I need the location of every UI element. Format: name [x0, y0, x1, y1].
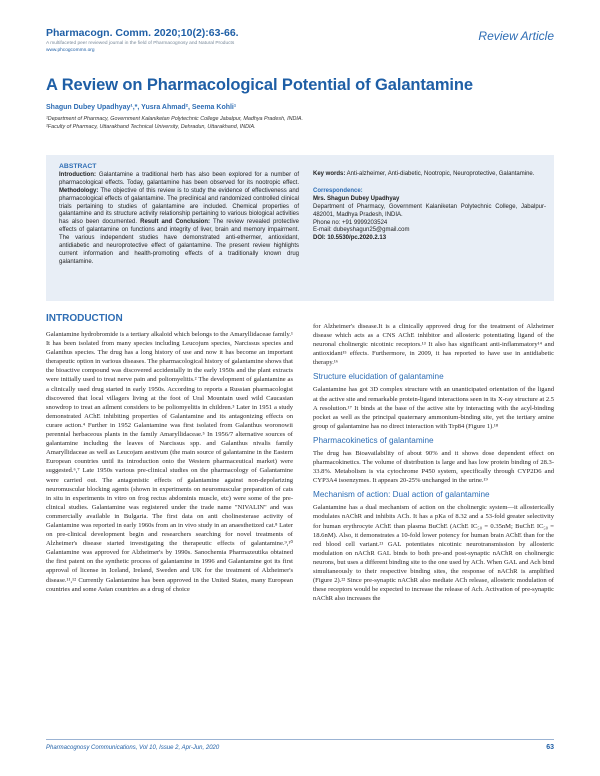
abstract-heading: ABSTRACT	[59, 163, 97, 170]
abstract-left-column	[59, 163, 299, 267]
author-list: Shagun Dubey Upadhyay¹,*, Yusra Ahmad², Seema Kohli¹	[46, 104, 237, 111]
correspondence-address: Department of Pharmacy, Government Kalaniketan Polytechnic College, Jabalpur-482001, Madhya Pradesh, INDIA.	[313, 203, 546, 218]
journal-tagline: A multifaceted peer reviewed journal in the field of Pharmacognosy and Natural Products	[46, 41, 235, 46]
intro-continued-paragraph: for Alzheimer's disease.It is a clinically approved drug for the treatment of Alzheimer disease which acts as a CNS AChE inhibitor and allosteric potentiating ligand of the neuronal cholinergic nicotinic receptors.¹³ It also has significant anti-inflammatory¹⁴ and antioxidant¹⁵ effects. Furthermore, in 2009, it has reported to have use in antidiabetic therapy.¹⁶	[313, 323, 554, 367]
article-type: Review Article	[478, 29, 554, 43]
correspondence-email[interactable]: E-mail: dubeyshagun25@gmail.com	[313, 227, 410, 234]
article-title: A Review on Pharmacological Potential of Galantamine	[46, 76, 473, 94]
footer-citation: Pharmacognosy Communications, Vol 10, Issue 2, Apr-Jun, 2020	[46, 745, 220, 751]
result-label: Result and Conclusion:	[140, 219, 210, 226]
article-doi[interactable]: DOI: 10.5530/pc.2020.2.13	[313, 235, 387, 242]
mechanism-paragraph: Galantamine has a dual mechanism of action on the cholinergic system—it allosterically modulates nAChR and inhibits ACh. It has a pKa of 8.32 and a 53-fold greater selectivity for human erythrocyte AChE than plasma BuChE (AChE IC₅₀ = 0.35nM; BuChE IC₅₀ = 18.6nM). Also, it demonstrates a 10-fold lower potency for human brain AChE than for the red blood cell variant.²¹ GAL potentiates nicotinic neurotransmission by allosteric modulation on nAChR GAL binds to both pre-and post-synaptic nAChR on cholinergic neurons, but uses a different binding site to the one used by ACh. When GAL and Ach bind simultaneously to their respective binding sites, the response of nAChR is amplified (Figure 2).²² Since pre-synaptic nAChR also mediate ACh release, allosteric modulation of these receptors would be expected to increase the release of Ach. Activation of pre-synaptic nAChR also increases the	[313, 504, 554, 603]
structure-paragraph: Galantamine has got 3D complex structure with an unanticipated orientation of the ligand at the active site and remarkable protein-ligand interactions seen in its X-ray structure at 2.5 A resolution.¹⁷ It binds at the base of the active site by interacting with the acyl-binding pocket as well as the principal quaternary ammonium-binding site, yet the tertiary amine group of galantamine has no direct interaction with Trp84 (Figure 1).¹⁸	[313, 386, 554, 430]
right-column	[313, 322, 554, 603]
intro-text: Galantamine a traditional herb has also been explored for a number of pharmacological effects. Today, galantamine has been observed for its nootropic effect.	[59, 171, 299, 186]
mechanism-heading: Mechanism of action: Dual action of galantamine	[313, 490, 490, 500]
affiliation-2: ²Faculty of Pharmacy, Uttarakhand Technical University, Dehradun, Uttarakhand, INDIA.	[46, 124, 256, 130]
keywords-label: Key words:	[313, 171, 346, 177]
introduction-paragraph: Galantamine hydrobromide is a tertiary alkaloid which belongs to the Amaryllidaceae family.¹ It has been isolated from many species including Leucojum species, Narcissus species and Galanthus species. The drug has a long history of use and now it has become an important therapeutic option in various diseases. The pharmacological history of galantamine shows that the bioactive compound was discovered accidentally in the early 1950s and the plant extracts were initially used to treat nerve pain and poliomyelitis.² The development of galantamine as a clinically used drug started in early 1950s. According to reports a Russian pharmacologist discovered that local villagers living at the foot of Ural Mountain used wild Caucasian snowdrop to treat an ailment considers to be poliomyelitis in children.³ Later in 1951 a study demonstrated AChE inhibiting properties of Galantamine and its antagonizing effects on curare action.⁴ Further in 1952 Galantamine was first isolated from Galanthus woronowii perennial herbaceous plants in the family Amaryllidaceae.⁵ In 1956/7 alternative sources of galantamine including the leaves of Narcissus spp. and Galanthus nivalis family Amaryllidaceae as well as Leucojam aestivum (the main source of galantamine in the Eastern European countries until its introduction onto the Western pharmaceutical market) were suggested.⁶,⁷ Late 1950s various pre-clinical studies on the pharmacology of Galantamine were carried out. The antagonistic effects of galantamine against non-depolarizing neuromuscular blocking agents (shown in experiments on neuromuscular preparation of cats in situ in experiments in vitro on frog rectus abdominis muscle, etc) were some of the pre-clinical studies. Galantamine was registered under the trade name "NIVALIN" and was commercially available in Bulgaria. The first data on anti cholinesterase activity of Galantamine was reported in early 1960s from an in vivo study in an anaesthetized cat.⁸ Later on pre-clinical development begin and researchers searching for novel treatments of Alzheimer's disease started investigating the therapeutic effects of galantamine.⁹,¹⁰ Galantamine was approved for Alzheimer's by 1990s. Sanochemia Pharmazeutika obtained the first patent on the synthetic process of galantamine in 1996 and Galantamine got its first approval of license in Iceland, Ireland, Sweden and UK for the treatment of Alzheimer's disease.¹¹,¹² Currently Galantamine has been approved in the United States, many European countries and some Asian countries as a drug of choice	[46, 331, 293, 593]
pharmacokinetics-paragraph: The drug has Bioavailability of about 90% and it shows dose dependent effect on pharmacokinetics. The volume of distribution is large and has low protein binding of 28.3-33.8%. Metabolism is via cytochrome P450 system, specifically through CYP2D6 and CYP3A4 isoenzymes. It appears 20-25% unchanged in the urine.¹⁹	[313, 449, 554, 485]
page-number: 63	[546, 744, 554, 751]
correspondence-name: Mrs. Shagun Dubey Upadhyay	[313, 195, 400, 202]
abstract-box	[46, 155, 554, 301]
affiliation-1: ¹Department of Pharmacy, Government Kalaniketan Polytechnic College Jabalpur, Madhya Pradesh, INDIA.	[46, 116, 303, 122]
method-text: The objective of this review is to study the evidence of effectiveness and pharmacological effects of galantamine. The preclinical and randomized controlled clinical trials pertaining to studies of galantamine are included. Chemical properties of galantamine and its structure activity relationship pertaining to various biological activities has also been documented.	[59, 187, 299, 226]
journal-website-link[interactable]: www.phcogcommn.org	[46, 48, 95, 53]
introduction-heading: INTRODUCTION	[46, 313, 123, 324]
abstract-right-column	[313, 171, 546, 243]
footer-divider	[46, 739, 554, 740]
keywords-text: Anti-alzheimer, Anti-diabetic, Nootropic, Neuroprotective, Galantamine.	[345, 171, 535, 177]
result-text: The review revealed protective effects of galantamine on functions and integrity of liver, brain and memory impairment. The various independent studies have demonstrated anti-ethermer, antioxidant, antidiabetic and neuroprotective effect of galantamine. The present review highlights current information and health-promoting effects of a traditionally known drug galantamine.	[59, 219, 299, 265]
intro-label: Introduction:	[59, 171, 96, 178]
structure-heading: Structure elucidation of galantamine	[313, 372, 444, 382]
correspondence-phone: Phone no: +91 9999203524	[313, 219, 388, 226]
pharmacokinetics-heading: Pharmacokinetics of galantamine	[313, 435, 434, 445]
method-label: Methodology:	[59, 187, 99, 194]
correspondence-heading: Correspondence:	[313, 187, 363, 194]
journal-citation: Pharmacogn. Comm. 2020;10(2):63-66.	[46, 27, 239, 39]
